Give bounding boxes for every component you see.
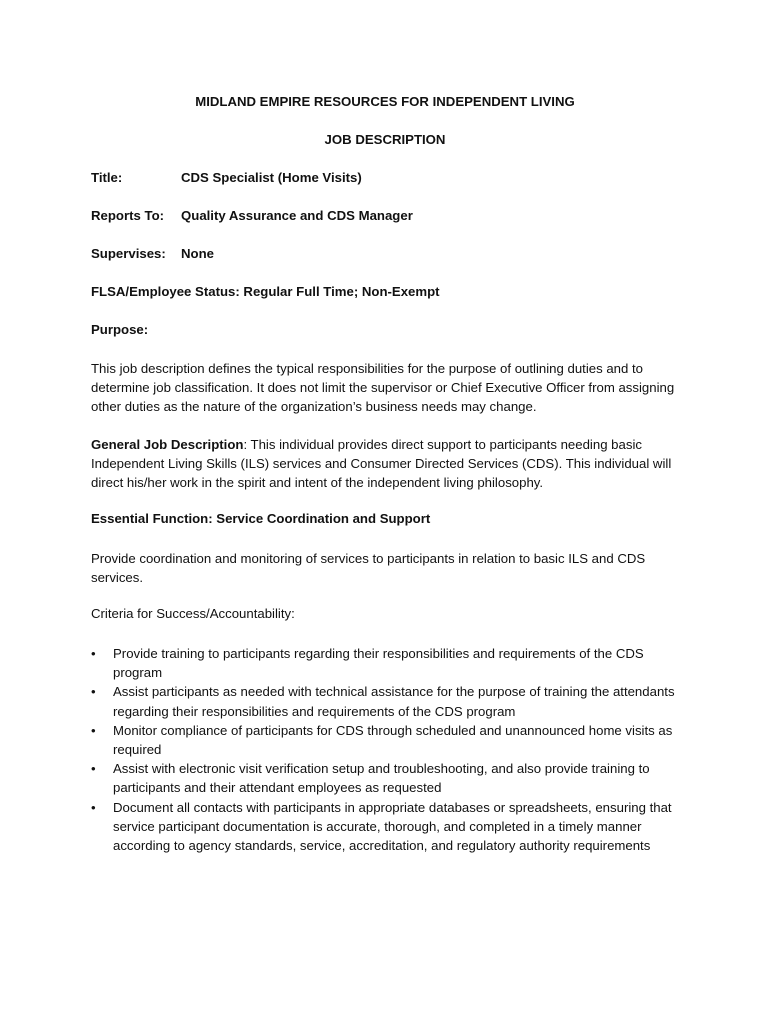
essential-function-text: Provide coordination and monitoring of services to participants in relation to basic ILS and CDS services. xyxy=(91,551,646,586)
title-label: Title: xyxy=(91,170,123,185)
list-item: • Assist participants as needed with technical assistance for the purpose of training the attendants regarding their responsibilities and requirements of the CDS program xyxy=(91,684,675,719)
list-item: • Document all contacts with participants in appropriate databases or spreadsheets, ensuring that service participant documentation is accurate, thorough, and completed in a timely manner according to agency standards, service, accreditation, and regulatory authority requirements xyxy=(91,799,672,854)
bullet-icon: • xyxy=(91,799,96,815)
supervises-label: Supervises: xyxy=(91,246,166,261)
essential-function-heading: Essential Function: Service Coordination and Support xyxy=(91,511,431,526)
supervises-value: None xyxy=(181,246,214,261)
document-title: JOB DESCRIPTION xyxy=(324,132,446,147)
general-job-description-text: : This individual provides direct support to participants needing basic Independent Living Skills (ILS) services and Consumer Directed Services (CDS). This individual will direct his/her work in the spirit and intent of the independent living philosophy. xyxy=(91,437,672,491)
general-job-description xyxy=(91,435,691,493)
general-job-description-label: General Job Description xyxy=(91,437,244,452)
bullet-icon: • xyxy=(91,684,96,700)
purpose-heading: Purpose: xyxy=(91,322,149,337)
flsa-status: FLSA/Employee Status: Regular Full Time; Non-Exempt xyxy=(91,284,440,299)
purpose-text: This job description defines the typical responsibilities for the purpose of outlining duties and to determine job classification. It does not limit the supervisor or Chief Executive Officer from assigning other duties as the nature of the organization’s business needs may change. xyxy=(91,361,675,415)
responsibilities-list xyxy=(91,644,691,855)
organization-name: MIDLAND EMPIRE RESOURCES FOR INDEPENDENT LIVING xyxy=(195,94,575,109)
list-item: • Monitor compliance of participants for CDS through scheduled and unannounced home visits as required xyxy=(91,722,673,758)
reports-to-label: Reports To: xyxy=(91,208,165,223)
list-item: • Provide training to participants regarding their responsibilities and requirements of the CDS program xyxy=(91,646,644,681)
title-value: CDS Specialist (Home Visits) xyxy=(181,170,362,185)
bullet-icon: • xyxy=(91,761,96,777)
supervises-row xyxy=(91,246,214,261)
list-item: • Assist with electronic visit verification setup and troubleshooting, and also provide training to participants and their attendant employees as requested xyxy=(91,761,650,796)
reports-to-value: Quality Assurance and CDS Manager xyxy=(181,208,413,223)
bullet-icon: • xyxy=(91,646,96,661)
bullet-icon: • xyxy=(91,722,96,738)
criteria-heading: Criteria for Success/Accountability: xyxy=(91,606,295,621)
title-row xyxy=(91,170,362,185)
reports-to-row xyxy=(91,208,413,223)
